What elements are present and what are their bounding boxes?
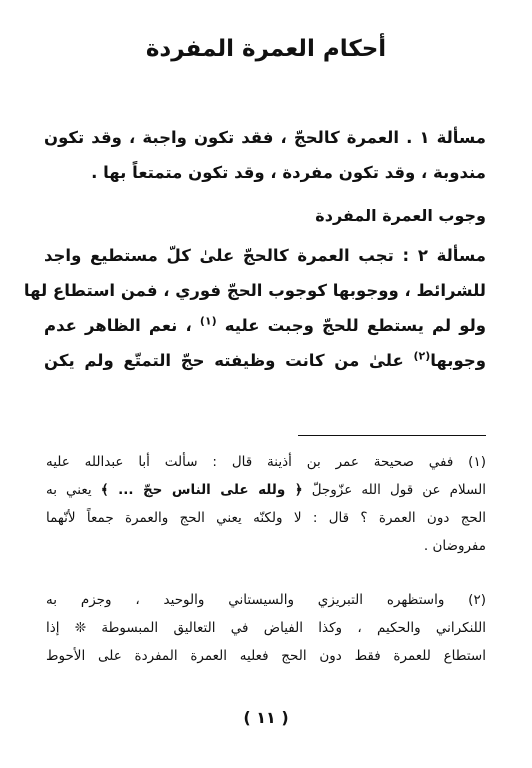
footnote-2-line-1: (٢) واستظهره التبريزي والسيستاني والوحيد ، وجزم به	[46, 592, 486, 608]
issue-2-line-1: مسألة ٢ : تجب العمرة كالحجّ علىٰ كلّ مستطيع واجد	[44, 246, 486, 265]
footnote-2-line-3: استطاع للعمرة فقط دون الحج فعليه العمرة المفردة على الأحوط	[46, 648, 486, 664]
issue-2-label: مسألة ٢	[417, 246, 486, 265]
issue-1-line-2: مندوبة ، وقد تكون مفردة ، وقد تكون متمتعاً بها .	[91, 163, 486, 182]
footnote-ref-2: (٢)	[413, 349, 431, 363]
issue-2-line-3: ولو لم يستطع للحجّ وجبت عليه $^{(١)}$ ، نعم الظاهر عدم	[44, 314, 487, 335]
issue-2-line-2: للشرائط ، ووجوبها كوجوب الحجّ فوري ، فمن استطاع لها	[23, 281, 486, 300]
footnote-1-line-2: السلام عن قول الله عزّوجلّ ﴿ ولله على الناس حجّ ... ﴾ يعني به	[46, 482, 486, 498]
quran-quote: ﴿ ولله على الناس حجّ ... ﴾	[100, 482, 303, 498]
section-subheading: وجوب العمرة المفردة	[315, 206, 486, 225]
footnote-1-line-3: الحج دون العمرة ؟ قال : لا ولكنّه يعني الحج والعمرة جمعاً لأنّهما	[46, 510, 486, 526]
issue-1-label: مسألة ١	[419, 128, 487, 147]
footnote-ref-1: (١)	[199, 314, 217, 328]
footnote-1	[46, 448, 486, 560]
issue-2-line-4: وجوبها$^{(٢)}$ علىٰ من كانت وظيفته حجّ التمتّع ولم يكن	[44, 349, 486, 370]
issue-1-line-1: مسألة ١ . العمرة كالحجّ ، فقد تكون واجبة ، وقد تكون	[44, 128, 487, 147]
footnote-1-line-1: (١) ففي صحيحة عمر بن أذينة قال : سألت أبا عبدالله عليه	[46, 454, 486, 470]
issue-1	[44, 120, 486, 190]
footnote-divider	[298, 435, 486, 436]
footnote-2-line-2: اللنكراني والحكيم ، وكذا الفياض في التعاليق المبسوطة ❊ إذا	[46, 620, 486, 636]
issue-2	[23, 238, 487, 378]
page-number: ( ١١ )	[243, 708, 289, 727]
footnote-1-line-4: مفروضان .	[423, 538, 486, 554]
footnote-2	[46, 586, 486, 670]
page-title: أحكام العمرة المفردة	[145, 36, 387, 62]
